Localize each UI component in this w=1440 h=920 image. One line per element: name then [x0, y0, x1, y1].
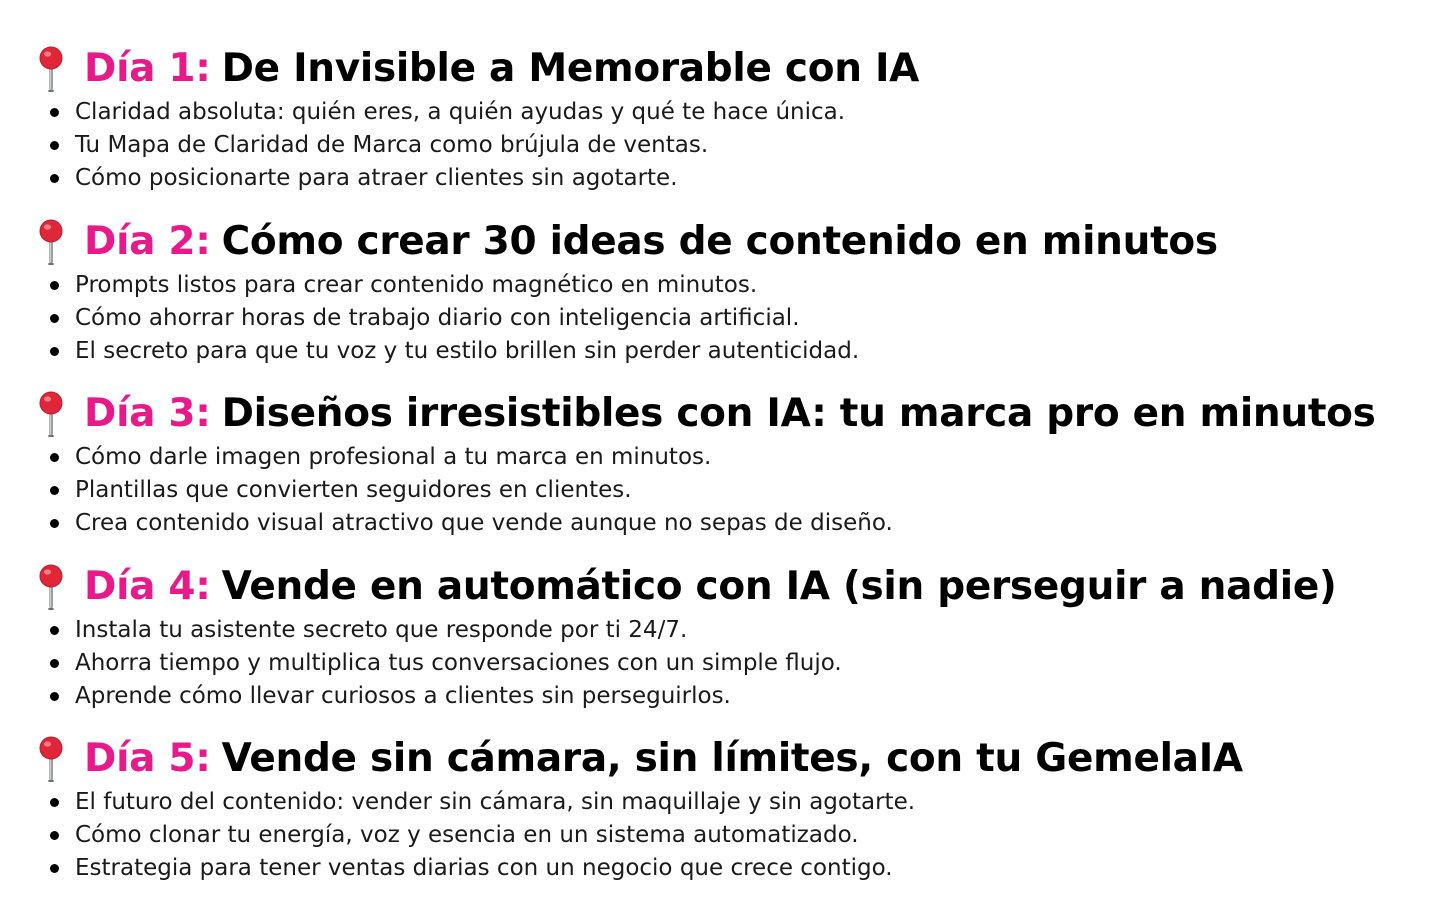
bullet-text: Prompts listos para crear contenido magnético en minutos. — [75, 271, 758, 298]
bullet-text: Cómo posicionarte para atraer clientes sin agotarte. — [75, 165, 678, 191]
bullet-text: Ahorra tiempo y multiplica tus conversaciones con un simple flujo. — [75, 649, 842, 676]
day-label: Día 5: — [84, 736, 211, 781]
bullet-item — [30, 162, 1440, 195]
bullet-list — [30, 96, 1440, 195]
bullet-text: Crea contenido visual atractivo que vende aunque no sepas de diseño. — [75, 510, 893, 536]
day-header — [30, 215, 1440, 269]
day-heading: Vende en automático con IA (sin perseguir a nadie) — [221, 563, 1337, 609]
bullet-text: El secreto para que tu voz y tu estilo brillen sin perder autenticidad. — [75, 337, 860, 364]
bullet-item — [30, 269, 1440, 302]
bullet-item — [30, 96, 1440, 129]
round-pushpin-icon — [30, 387, 74, 441]
day-title — [84, 42, 919, 96]
bullet-text: Estrategia para tener ventas diarias con un negocio que crece contigo. — [75, 855, 893, 881]
day-label: Día 3: — [84, 391, 211, 436]
bullet-item — [30, 474, 1440, 507]
day-section-5 — [30, 732, 1440, 905]
bullet-item — [30, 852, 1440, 885]
day-header — [30, 732, 1440, 786]
bullet-list — [30, 786, 1440, 885]
bullet-text: Cómo darle imagen profesional a tu marca en minutos. — [75, 444, 712, 470]
bullet-item — [30, 647, 1440, 680]
bullet-item — [30, 302, 1440, 335]
bullet-item — [30, 786, 1440, 819]
bullet-dot — [50, 659, 59, 668]
bullet-dot — [50, 108, 59, 117]
bullet-list — [30, 614, 1440, 713]
day-heading: Diseños irresistibles con IA: tu marca pro en minutos — [221, 391, 1376, 436]
round-pushpin-icon — [30, 42, 74, 96]
day-header — [30, 560, 1440, 614]
day-section-3 — [30, 387, 1440, 560]
bullet-dot — [50, 347, 59, 356]
bullet-dot — [50, 519, 59, 528]
bullet-text: Plantillas que convierten seguidores en clientes. — [75, 477, 632, 503]
day-title — [84, 387, 1376, 441]
bullet-dot — [50, 453, 59, 462]
day-header — [30, 42, 1440, 96]
bullet-dot — [50, 174, 59, 183]
bullet-text: Cómo ahorrar horas de trabajo diario con inteligencia artificial. — [75, 304, 800, 331]
bullet-text: Claridad absoluta: quién eres, a quién ayudas y qué te hace única. — [75, 99, 846, 125]
bullet-dot — [50, 486, 59, 495]
bullet-text: Cómo clonar tu energía, voz y esencia en un sistema automatizado. — [75, 822, 859, 848]
bullet-text: Tu Mapa de Claridad de Marca como brújula de ventas. — [75, 132, 709, 158]
bullet-item — [30, 441, 1440, 474]
bullet-text: Aprende cómo llevar curiosos a clientes sin perseguirlos. — [75, 682, 731, 709]
round-pushpin-icon — [30, 732, 74, 786]
bullet-dot — [50, 141, 59, 150]
day-heading: Cómo crear 30 ideas de contenido en minutos — [221, 218, 1218, 264]
bullet-list — [30, 441, 1440, 540]
day-label: Día 4: — [84, 563, 211, 609]
bullet-item — [30, 819, 1440, 852]
bullet-item — [30, 335, 1440, 368]
bullet-item — [30, 680, 1440, 713]
bullet-item — [30, 614, 1440, 647]
day-label: Día 2: — [84, 218, 211, 264]
day-label: Día 1: — [84, 46, 211, 91]
bullet-dot — [50, 864, 59, 873]
bullet-dot — [50, 281, 59, 290]
bullet-item — [30, 129, 1440, 162]
day-heading: De Invisible a Memorable con IA — [221, 46, 920, 91]
round-pushpin-icon — [30, 215, 74, 269]
day-title — [84, 560, 1337, 614]
bullet-dot — [50, 626, 59, 635]
day-title — [84, 732, 1243, 786]
bullet-dot — [50, 314, 59, 323]
bullet-dot — [50, 831, 59, 840]
day-title — [84, 215, 1218, 269]
day-section-1 — [30, 42, 1440, 215]
day-section-2 — [30, 215, 1440, 388]
bullet-dot — [50, 692, 59, 701]
bullet-dot — [50, 798, 59, 807]
bullet-item — [30, 507, 1440, 540]
round-pushpin-icon — [30, 560, 74, 614]
bullet-text: El futuro del contenido: vender sin cámara, sin maquillaje y sin agotarte. — [75, 789, 916, 815]
day-heading: Vende sin cámara, sin límites, con tu GemelaIA — [221, 736, 1243, 781]
day-section-4 — [30, 560, 1440, 733]
bullet-list — [30, 269, 1440, 368]
day-header — [30, 387, 1440, 441]
bullet-text: Instala tu asistente secreto que responde por ti 24/7. — [75, 616, 688, 643]
